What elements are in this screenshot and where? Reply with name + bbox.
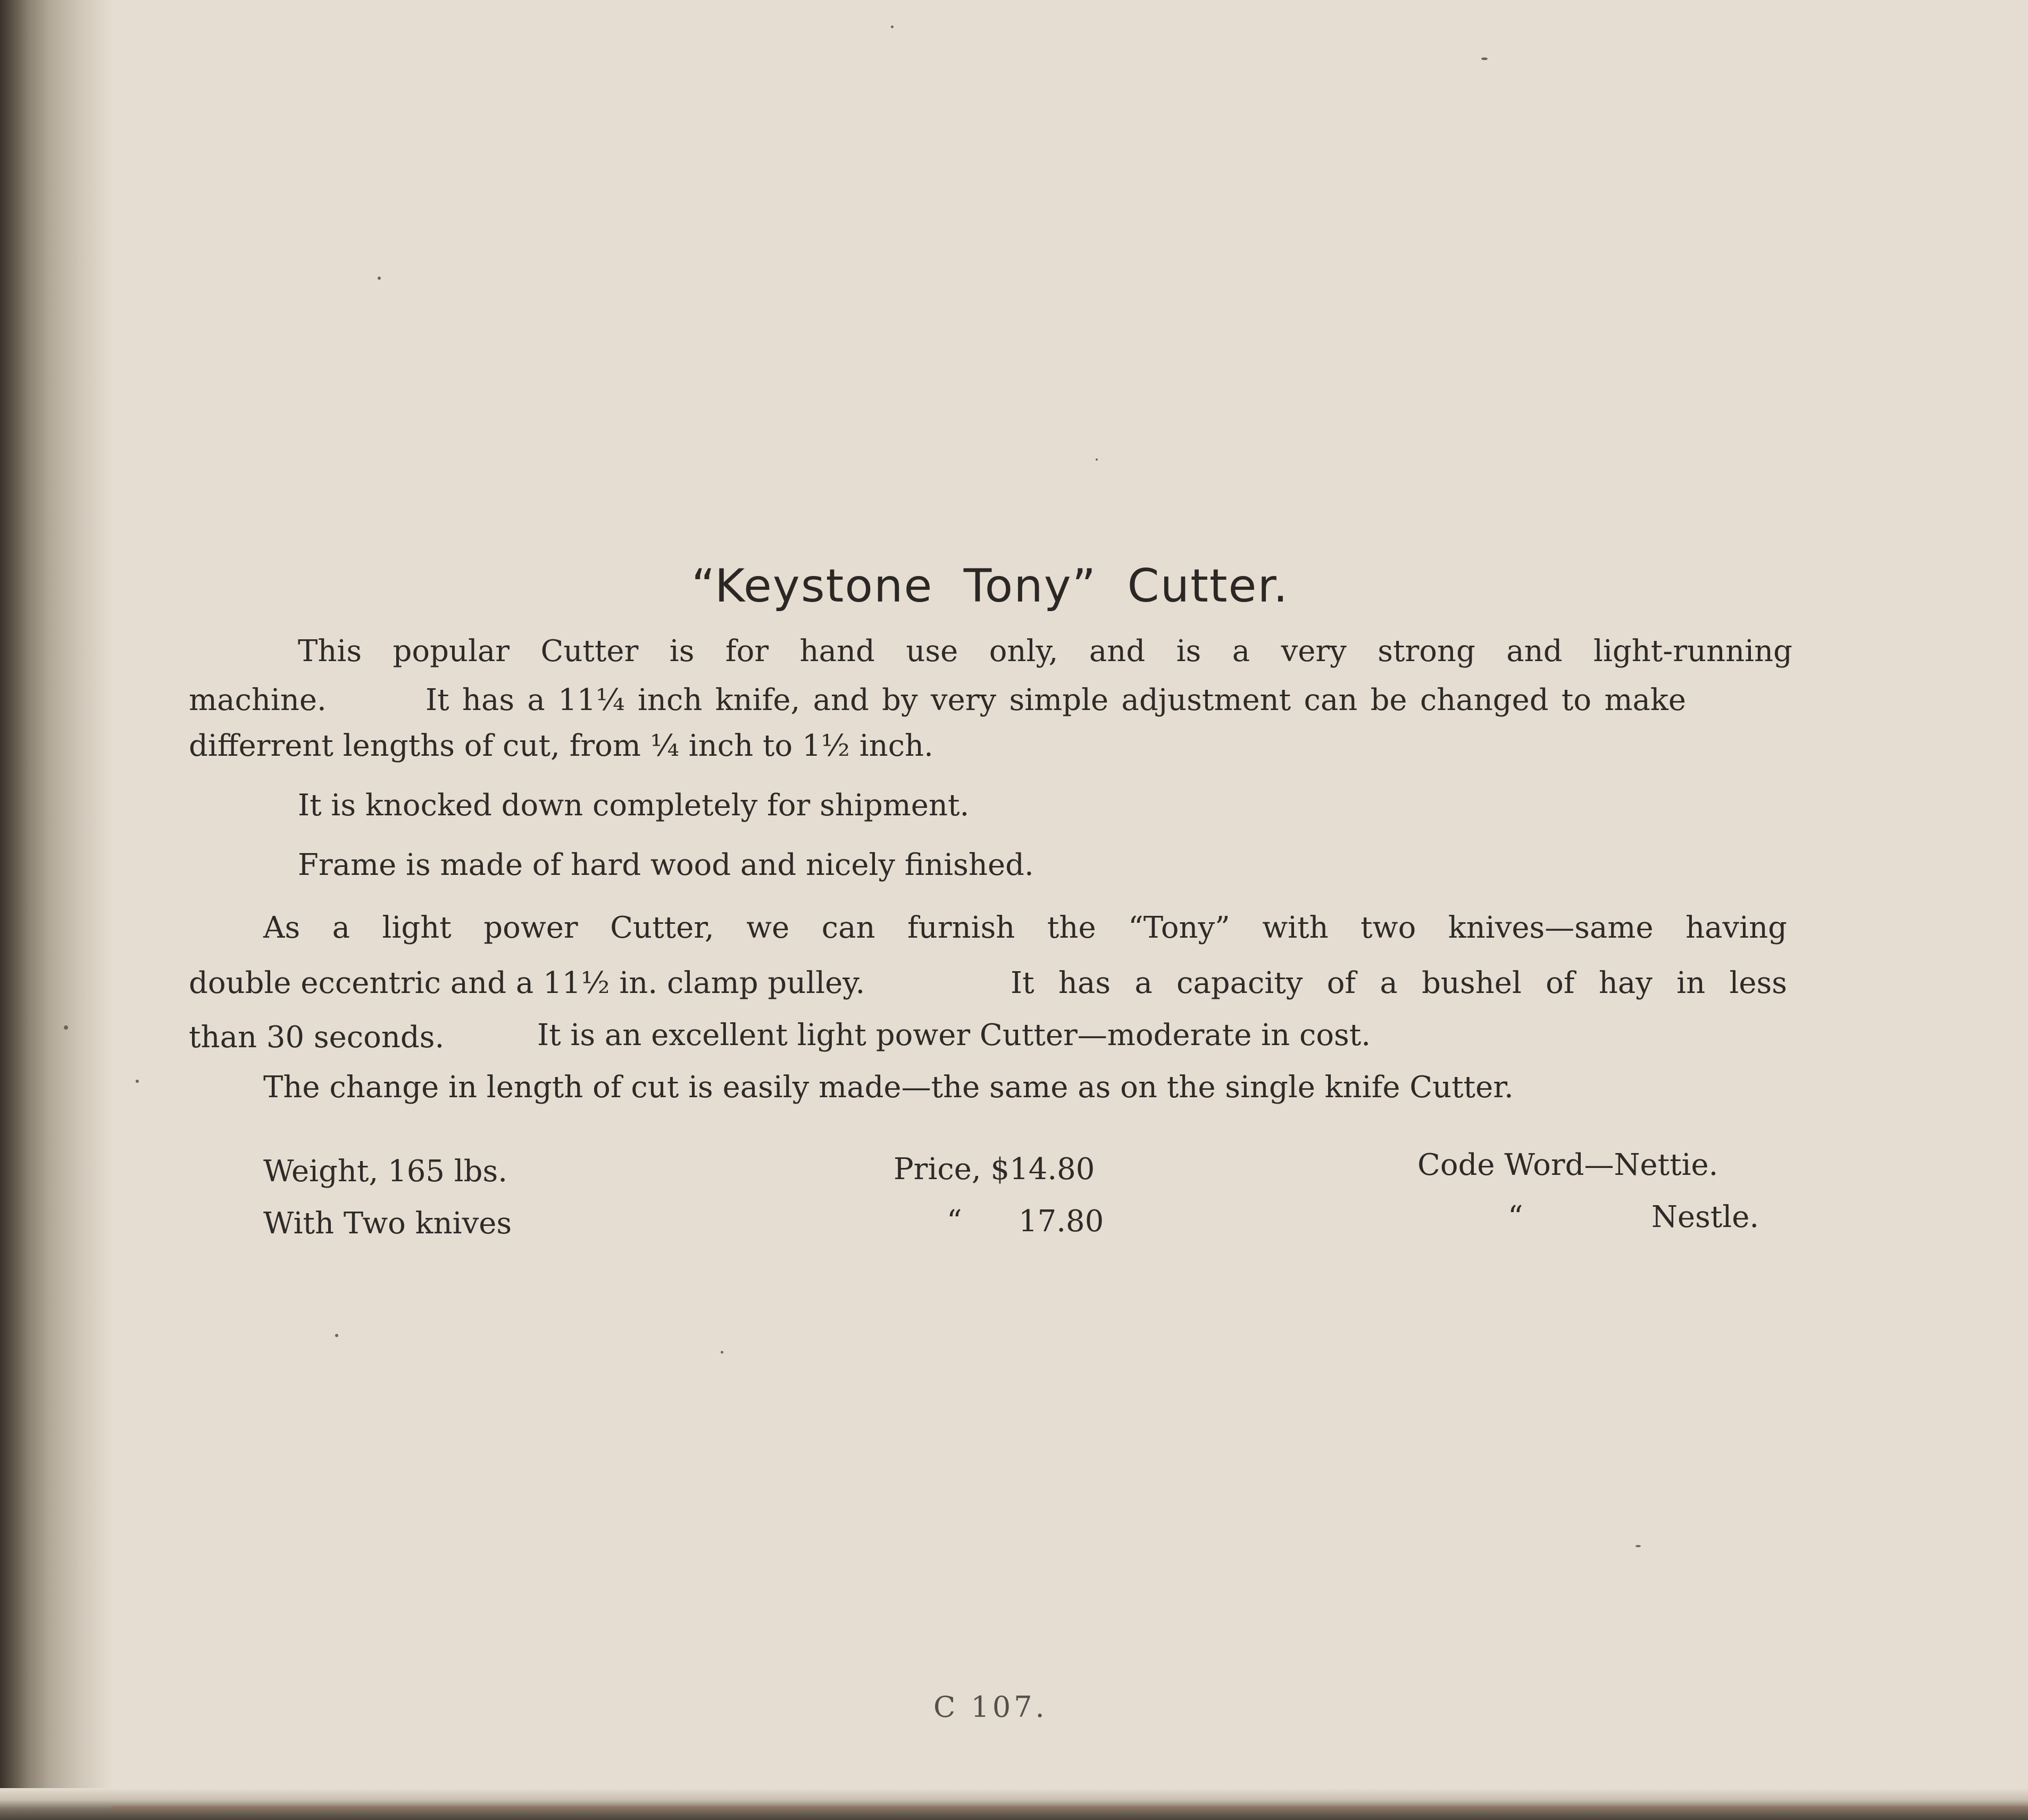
paragraph-1-line-3: differrent lengths of cut, from ¼ inch to 1½ inch. <box>189 729 933 763</box>
page-number: C 107. <box>933 1690 1048 1724</box>
paragraph-4-line-3-start: than 30 seconds. <box>189 1020 445 1055</box>
book-spine-shadow <box>0 0 112 1820</box>
spec-variant-two-knives: With Two knives <box>263 1206 512 1241</box>
paragraph-5: The change in length of cut is easily made—the same as on the single knife Cutter. <box>263 1070 1514 1105</box>
spec-price-two-knives: 17.80 <box>1019 1204 1104 1239</box>
spec-code-word: Code Word—Nettie. <box>1417 1148 1718 1182</box>
paper-speck <box>1481 57 1488 60</box>
paper-speck <box>378 277 381 280</box>
paragraph-4-line-1: As a light power Cutter, we can furnish the “Tony” with two knives—same having <box>263 911 1787 945</box>
paper-speck <box>1096 458 1098 461</box>
paper-speck <box>335 1334 338 1337</box>
paragraph-1-line-1: This popular Cutter is for hand use only, and is a very strong and light-running <box>298 634 1792 669</box>
spec-price: Price, $14.80 <box>894 1152 1095 1187</box>
spec-price-ditto-mark: “ <box>947 1204 962 1239</box>
paragraph-4-line-2-start: double eccentric and a 11½ in. clamp pulley. <box>189 966 865 1000</box>
paper-speck <box>891 26 894 28</box>
paper-speck <box>1635 1545 1641 1547</box>
paragraph-1-line-2-start: machine. <box>189 683 327 717</box>
paragraph-3: Frame is made of hard wood and nicely finished. <box>298 848 1034 882</box>
paragraph-1-line-2-end: It has a 11¼ inch knife, and by very simple adjustment can be changed to make <box>425 683 1686 717</box>
spec-code-word-two-knives: Nestle. <box>1651 1200 1759 1234</box>
spec-code-ditto-mark: “ <box>1508 1200 1523 1234</box>
page-title: “Keystone Tony” Cutter. <box>691 560 1289 613</box>
paragraph-2: It is knocked down completely for shipment. <box>298 788 970 823</box>
paragraph-4-line-3-end: It is an excellent light power Cutter—moderate in cost. <box>537 1018 1371 1053</box>
paragraph-4-line-2-end: It has a capacity of a bushel of hay in less <box>1011 966 1787 1000</box>
paper-speck <box>721 1351 723 1354</box>
paper-speck <box>136 1080 139 1083</box>
spec-weight: Weight, 165 lbs. <box>263 1154 508 1189</box>
paper-speck <box>64 1025 68 1030</box>
page-bottom-edge <box>0 1788 2028 1820</box>
